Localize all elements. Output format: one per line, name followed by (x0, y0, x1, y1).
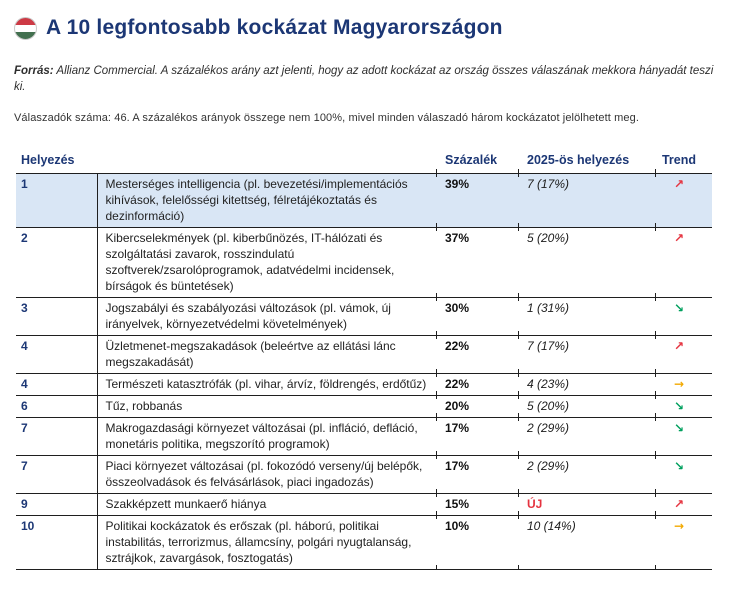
trend-cell (656, 298, 712, 336)
table-row (16, 418, 712, 456)
rank-cell: 4 (16, 374, 97, 396)
rank-cell: 7 (16, 418, 97, 456)
trend-cell (656, 396, 712, 418)
risk-description-cell: Jogszabályi és szabályozási változások (pl. vámok, új irányelvek, környezetvédelmi követelmények) (97, 298, 437, 336)
trend-cell (656, 228, 712, 298)
page-title: A 10 legfontosabb kockázat Magyarországon (46, 16, 503, 39)
percent-cell: 17% (437, 456, 519, 494)
percent-cell: 39% (437, 174, 519, 228)
trend-cell (656, 374, 712, 396)
risk-description-cell: Természeti katasztrófák (pl. vihar, árvíz, földrengés, erdőtűz) (97, 374, 437, 396)
column-header-trend: Trend (656, 150, 712, 174)
hungary-flag-icon (14, 17, 37, 40)
trend-arrow-icon: ↘ (673, 399, 685, 413)
trend-cell (656, 456, 712, 494)
previous-rank-cell: 5 (20%) (519, 396, 656, 418)
table-row (16, 228, 712, 298)
table-row (16, 298, 712, 336)
trend-cell (656, 516, 712, 570)
previous-rank-cell: 4 (23%) (519, 374, 656, 396)
trend-arrow-icon: ↗ (673, 177, 685, 191)
risk-description-cell: Üzletmenet-megszakadások (beleértve az ellátási lánc megszakadását) (97, 336, 437, 374)
risk-description-cell: Tűz, robbanás (97, 396, 437, 418)
trend-arrow-icon: ↘ (673, 421, 685, 435)
table-row (16, 174, 712, 228)
previous-rank-cell: 1 (31%) (519, 298, 656, 336)
percent-cell: 37% (437, 228, 519, 298)
trend-cell (656, 418, 712, 456)
trend-arrow-icon: ↗ (673, 339, 685, 353)
table-row (16, 456, 712, 494)
table-row (16, 516, 712, 570)
table-row (16, 494, 712, 516)
percent-cell: 15% (437, 494, 519, 516)
trend-cell (656, 336, 712, 374)
title-row (14, 16, 729, 40)
risk-description-cell: Mesterséges intelligencia (pl. bevezetési/implementációs kihívások, felelősségi kitettség, félretájékoztatás és dezinformáció) (97, 174, 437, 228)
rank-cell: 7 (16, 456, 97, 494)
column-header-percent: Százalék (437, 150, 519, 174)
table-row (16, 396, 712, 418)
rank-cell: 6 (16, 396, 97, 418)
trend-arrow-icon: → (673, 519, 685, 533)
risk-description-cell: Szakképzett munkaerő hiánya (97, 494, 437, 516)
percent-cell: 17% (437, 418, 519, 456)
rank-cell: 3 (16, 298, 97, 336)
rank-cell: 10 (16, 516, 97, 570)
percent-cell: 22% (437, 374, 519, 396)
risk-table-body (16, 174, 712, 570)
percent-cell: 22% (437, 336, 519, 374)
trend-arrow-icon: ↗ (673, 231, 685, 245)
previous-rank-cell: 5 (20%) (519, 228, 656, 298)
risk-description-cell: Kibercselekmények (pl. kiberbűnözés, IT-hálózati és szolgáltatási zavarok, rosszindulatú szoftverek/zsarolóprogramok, adatvédelmi incidensek, bírságok és büntetések) (97, 228, 437, 298)
source-note-text: Allianz Commercial. A százalékos arány azt jelenti, hogy az adott kockázat az ország összes válaszának mekkora hányadát teszi ki. (14, 65, 714, 93)
previous-rank-cell: 2 (29%) (519, 456, 656, 494)
percent-cell: 10% (437, 516, 519, 570)
risk-description-cell: Makrogazdasági környezet változásai (pl. infláció, defláció, monetáris politika, megszorító programok) (97, 418, 437, 456)
risk-table (16, 150, 712, 570)
risk-description-cell: Piaci környezet változásai (pl. fokozódó verseny/új belépők, összeolvadások és felvásárlások, piaci ingadozás) (97, 456, 437, 494)
rank-cell: 1 (16, 174, 97, 228)
percent-cell: 30% (437, 298, 519, 336)
previous-rank-cell: 7 (17%) (519, 336, 656, 374)
trend-cell (656, 494, 712, 516)
risk-description-cell: Politikai kockázatok és erőszak (pl. háború, politikai instabilitás, terrorizmus, államcsíny, polgári nyugtalanság, sztrájkok, zavargások, fosztogatás) (97, 516, 437, 570)
trend-cell (656, 174, 712, 228)
source-note-label: Forrás: (14, 65, 54, 77)
percent-cell: 20% (437, 396, 519, 418)
table-header-row (16, 150, 712, 174)
column-header-rank: Helyezés (16, 150, 97, 174)
rank-cell: 2 (16, 228, 97, 298)
table-row (16, 374, 712, 396)
table-row (16, 336, 712, 374)
column-header-risk (97, 150, 437, 174)
previous-rank-cell: 10 (14%) (519, 516, 656, 570)
source-note (14, 63, 719, 95)
rank-cell: 4 (16, 336, 97, 374)
trend-arrow-icon: ↗ (673, 497, 685, 511)
trend-arrow-icon: → (673, 377, 685, 391)
previous-rank-cell: ÚJ (519, 494, 656, 516)
rank-cell: 9 (16, 494, 97, 516)
trend-arrow-icon: ↘ (673, 301, 685, 315)
trend-arrow-icon: ↘ (673, 459, 685, 473)
respondents-note: Válaszadók száma: 46. A százalékos arányok összege nem 100%, mivel minden válaszadó három kockázatot jelölhetett meg. (14, 112, 639, 124)
previous-rank-cell: 2 (29%) (519, 418, 656, 456)
previous-rank-cell: 7 (17%) (519, 174, 656, 228)
column-header-2025-rank: 2025-ös helyezés (519, 150, 656, 174)
